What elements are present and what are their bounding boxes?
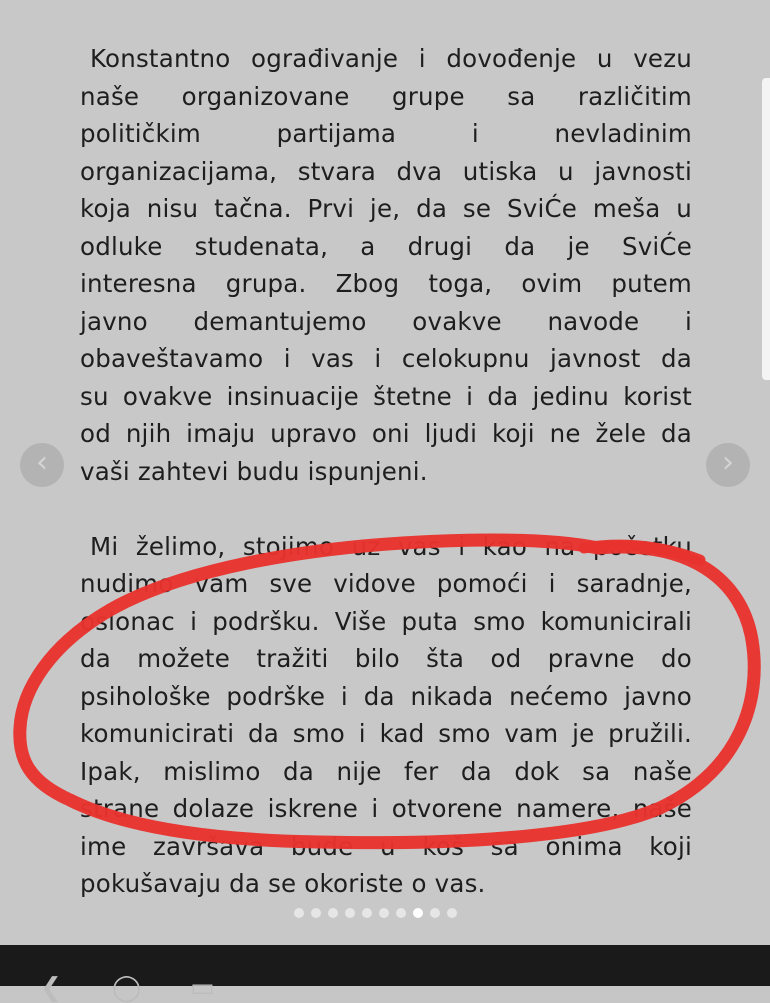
paragraph-2: [80, 528, 692, 903]
pagination-dot[interactable]: [328, 908, 338, 918]
text-line: komunicirati da smo i kad smo vam je pružili.: [80, 719, 692, 748]
back-icon[interactable]: ❮: [40, 973, 62, 1003]
text-line: pokušavaju da se okoriste o vas.: [80, 869, 486, 898]
text-line: koja nisu tačna. Prvi je, da se SviĆe meša u: [80, 194, 692, 223]
pagination-dot[interactable]: [345, 908, 355, 918]
text-line: psihološke podrške i da nikada nećemo javno: [80, 681, 692, 711]
pagination-dot[interactable]: [379, 908, 389, 918]
text-line: vaši zahtevi budu ispunjeni.: [80, 456, 428, 486]
pagination-dot[interactable]: [362, 908, 372, 918]
text-line: interesna grupa. Zbog toga, ovim putem: [80, 269, 692, 298]
text-line: odluke studenata, a drugi da je SviĆe: [80, 231, 692, 261]
text-line: od njih imaju upravo oni ljudi koji ne žele da: [80, 419, 692, 448]
carousel-pagination: [294, 908, 457, 920]
home-icon[interactable]: ◯: [112, 973, 142, 1003]
text-line: obaveštavamo i vas i celokupnu javnost da: [80, 344, 692, 373]
pagination-dot[interactable]: [311, 908, 321, 918]
chevron-left-icon: ‹: [36, 445, 48, 480]
carousel-next-button[interactable]: [706, 443, 750, 487]
text-line: Ipak, mislimo da nije fer da dok sa naše: [80, 756, 692, 786]
text-line: ime završava bude u koš sa onima koji: [80, 831, 692, 861]
text-line: su ovakve insinuacije štetne i da jedinu korist: [80, 381, 692, 411]
text-line: naše organizovane grupe sa različitim: [80, 81, 692, 111]
recents-icon[interactable]: ▭: [190, 973, 215, 1003]
text-line: Mi želimo, stojimo uz vas i kao na početku: [90, 531, 692, 561]
text-line: javno demantujemo ovakve navode i: [80, 306, 692, 336]
paragraph-gap: [80, 490, 692, 528]
pagination-dot-active[interactable]: [413, 908, 423, 918]
text-line: nudimo vam sve vidove pomoći i saradnje,: [80, 569, 692, 598]
text-line: političkim partijama i nevladinim: [80, 119, 692, 148]
text-line: Konstantno ograđivanje i dovođenje u vezu: [90, 44, 692, 73]
text-line: strane dolaze iskrene i otvorene namere, naše: [80, 794, 692, 823]
carousel-prev-button[interactable]: [20, 443, 64, 487]
scroll-indicator[interactable]: [762, 78, 770, 380]
pagination-dot[interactable]: [447, 908, 457, 918]
text-line: organizacijama, stvara dva utiska u javnosti: [80, 156, 692, 186]
pagination-dot[interactable]: [294, 908, 304, 918]
pagination-dot[interactable]: [396, 908, 406, 918]
chevron-right-icon: ›: [722, 445, 734, 480]
system-nav-bar: [0, 945, 770, 1003]
paragraph-1: [80, 40, 692, 490]
text-line: da možete tražiti bilo šta od pravne do: [80, 644, 692, 673]
article-text: [80, 40, 692, 903]
text-line: oslonac i podršku. Više puta smo komunicirali: [80, 606, 692, 636]
pagination-dot[interactable]: [430, 908, 440, 918]
